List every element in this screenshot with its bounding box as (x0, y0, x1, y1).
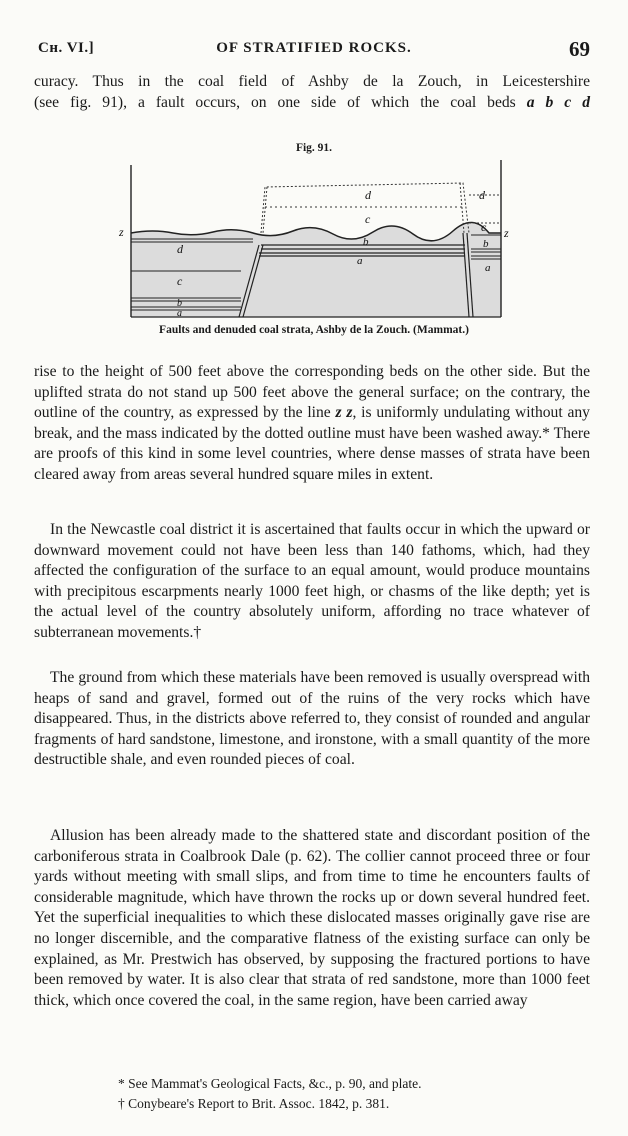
label-b-right: b (483, 238, 489, 250)
label-c-dotted: c (365, 212, 371, 226)
chapter-marker: Cʜ. VI.] (38, 40, 95, 56)
label-a-mid: a (357, 255, 363, 267)
strata-letters: a b c d (526, 93, 590, 111)
label-d-left: d (177, 242, 183, 256)
label-a-right: a (485, 262, 491, 274)
page-number: 69 (569, 37, 590, 61)
label-c-left: c (177, 274, 183, 288)
label-d-dotted: d (365, 188, 371, 202)
paragraph-2: In the Newcastle coal district it is ascertained that faults occur in which the upward or downward movement could not have been less than 140 fathoms, which, had they affected the configuration of the surface to an equal amount, would produce mountains with precipitous escarpments nearly 1000 feet high, or chasms of the like depth; yet is the actual level of the country absolutely uniform, affording no trace whatever of subterranean movements.† (34, 521, 590, 641)
paragraph-4: Allusion has been already made to the shattered state and discordant position of the carboniferous strata in Coalbrook Dale (p. 62). The collier cannot proceed three or four yards without meeting with small slips, and from time to time he encounters faults of considerable magnitude, which have thrown the rocks up or down several hundred feet. Yet the superficial inequalities to which these dislocated masses originally gave rise are no longer discernible, and the comparative flatness of the existing surface can only be explained, as Mr. Prestwich has observed, by supposing the fractured portions to have been removed by water. It is also clear that strata of red sandstone, more than 1000 feet thick, which once covered the coal, in the same region, have been carried away (34, 827, 590, 1009)
label-a-left: a (177, 308, 182, 319)
intro-line-2 (34, 93, 590, 114)
paragraph-3: The ground from which these materials have been removed is usually overspread with heaps of sand and gravel, formed out of the ruins of the very rocks which have disappeared. Thus, in the districts above referred to, they consist of rounded and angular fragments of hard sandstone, limestone, and ironstone, with a small quantity of the more destructible shale, and even rounded pieces of coal. (34, 669, 590, 769)
intro-line-1: curacy. Thus in the coal field of Ashby de la Zouch, in Leicestershire (34, 73, 590, 90)
dotted-fault-left (263, 187, 267, 233)
label-z-right: z (504, 226, 509, 240)
label-z-left: z (119, 225, 124, 239)
label-b-left: b (177, 298, 182, 309)
running-title: OF STRATIFIED ROCKS. (216, 40, 412, 56)
figure-caption: Faults and denuded coal strata, Ashby de la Zouch. (Mammat.) (159, 324, 469, 336)
fault-strata-figure (113, 155, 513, 320)
intro-paragraph (34, 72, 590, 113)
paragraph-1 (34, 362, 590, 486)
paragraph-1-text-a: rise to the height of 500 feet above the corresponding beds on the other side. But the uplifted strata do not stand up 500 feet above the general surface; on the contrary, the outline of the country, as expressed by the line (34, 363, 590, 422)
label-b-mid: b (363, 236, 369, 248)
footnote-1: * See Mammat's Geological Facts, &c., p. 90, and plate. (118, 1076, 422, 1091)
running-header (38, 37, 590, 62)
footnote-2: † Conybeare's Report to Brit. Assoc. 1842, p. 381. (118, 1096, 390, 1111)
line-zz-letters: z z (335, 404, 353, 422)
intro-line-2-text: (see fig. 91), a fault occurs, on one side of which the coal beds (34, 93, 516, 111)
figure-label: Fig. 91. (295, 142, 333, 154)
label-d-right: d (479, 188, 485, 202)
label-c-right: c (481, 220, 487, 234)
paragraph-1-text-b: , is uniformly undulating without any break, and the mass indicated by the dotted outline must have been washed away.* There are proofs of this kind in some level countries, where dense masses of strata have been cleared away from areas several hundred square miles in extent. (34, 404, 590, 483)
